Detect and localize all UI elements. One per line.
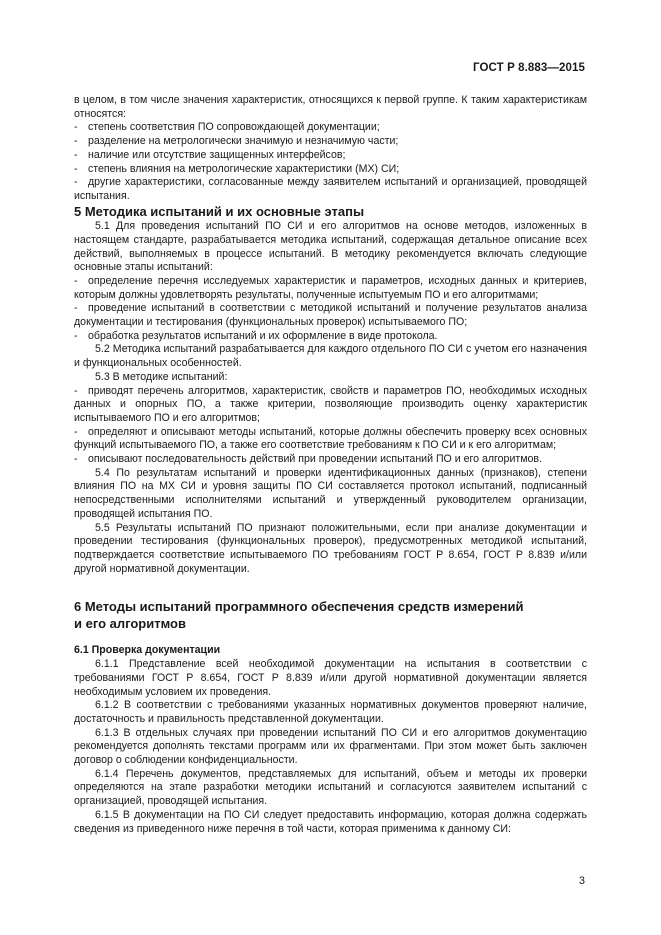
list-item: - обработка результатов испытаний и их оформление в виде протокола. — [74, 329, 438, 342]
list-item: - другие характеристики, согласованные между заявителем испытаний и организацией, проводящей испытания. — [74, 176, 587, 202]
document-id-header: ГОСТ Р 8.883—2015 — [473, 62, 585, 74]
list-item: - степень соответствия ПО сопровождающей документации; — [74, 121, 380, 134]
list-dash: - — [74, 453, 78, 466]
list-item: - степень влияния на метрологические характеристики (МХ) СИ; — [74, 162, 400, 175]
list-item: - наличие или отсутствие защищенных интерфейсов; — [74, 148, 346, 161]
list-item: - приводят перечень алгоритмов, характеристик, свойств и параметров ПО, необходимых исходных данных и опорных ПО, а также критерии, позволяющие производить оценку характеристик испытываемого ПО и его алгоритмов; — [74, 384, 587, 424]
paragraph-5-3: 5.3 В методике испытаний: — [95, 370, 228, 383]
list-dash: - — [74, 274, 78, 287]
paragraph-6-1-3: 6.1.3 В отдельных случаях при проведении испытаний ПО СИ и его алгоритмов документацию рекомендуется дополнять текстами программ или их фрагментами. При этом может быть заключен договор о соблюдении конфиденциальности. — [74, 726, 587, 767]
list-item: - проведение испытаний в соответствии с методикой испытаний и получение результатов анализа документации и тестирования (функциональных проверок) испытываемого ПО; — [74, 302, 587, 329]
paragraph-5-4: 5.4 По результатам испытаний и проверки идентификационных данных (признаков), степени влияния ПО на МХ СИ и уровня защиты ПО СИ составляется протокол испытаний, подписанный непосредственными исполнителями испытаний и утвержденный руководителем организации, проводящей испытания ПО. — [74, 466, 587, 520]
page-number: 3 — [578, 875, 585, 887]
list-dash: - — [74, 302, 78, 315]
list-dash: - — [74, 329, 78, 342]
section-6-heading — [74, 599, 587, 632]
paragraph-5-1: 5.1 Для проведения испытаний ПО СИ и его алгоритмов на основе методов, изложенных в настоящем стандарте, разрабатывается методика испытаний, содержащая детальное описание всех действий, выполняемых в процессе испытаний. В методику рекомендуется включать следующие основные этапы испытаний: — [74, 220, 587, 274]
list-item: - определение перечня исследуемых характеристик и параметров, исходных данных и критериев, которым должны удовлетворять результаты, полученные испытуемым ПО и его алгоритмами; — [74, 274, 587, 301]
paragraph-6-1-1: 6.1.1 Представление всей необходимой документации на испытания в соответствии с требованиями ГОСТ Р 8.654, ГОСТ Р 8.839 и/или другой нормативной документации является необходимым условием их проведения. — [74, 658, 587, 698]
list-dash: - — [74, 148, 78, 161]
paragraph-6-1-2: 6.1.2 В соответствии с требованиями указанных нормативных документов проверяют наличие, достаточность и правильность представленной документации. — [74, 699, 587, 725]
subsection-6-1-heading: 6.1 Проверка документации — [74, 644, 221, 657]
paragraph-6-1-5: 6.1.5 В документации на ПО СИ следует предоставить информацию, которая должна содержать сведения из приведенного ниже перечня в той части, которая применима к данному СИ: — [74, 808, 587, 835]
list-dash: - — [74, 176, 78, 189]
list-dash: - — [74, 121, 78, 134]
paragraph-5-2: 5.2 Методика испытаний разрабатывается для каждого отдельного ПО СИ с учетом его назначения и функциональных особенностей. — [74, 343, 587, 370]
section-6-heading-line-1: 6 Методы испытаний программного обеспечения средств измерений — [74, 599, 524, 615]
list-dash: - — [74, 425, 78, 438]
list-item: - описывают последовательность действий при проведении испытаний ПО и его алгоритмов. — [74, 453, 542, 466]
intro-paragraph: в целом, в том числе значения характеристик, относящихся к первой группе. К таким характеристикам относятся: — [74, 94, 587, 120]
list-dash: - — [74, 135, 78, 148]
paragraph-5-5: 5.5 Результаты испытаний ПО признают положительными, если при анализе документации и проведении тестирования (функциональных проверок), предусмотренных методикой испытаний, подтверждается соответствие испытываемого ПО требованиям ГОСТ Р 8.654, ГОСТ Р 8.839 и/или другой нормативной документации. — [74, 521, 587, 575]
list-dash: - — [74, 162, 78, 175]
list-item: - определяют и описывают методы испытаний, которые должны обеспечить проверку всех основных функций испытываемого ПО, а также его соответствие требованиям к ПО СИ и к его алгоритмам; — [74, 425, 587, 452]
page-body — [74, 94, 587, 836]
section-6-heading-line-2: и его алгоритмов — [74, 615, 186, 631]
paragraph-6-1-4: 6.1.4 Перечень документов, представляемых для испытаний, объем и методы их проверки определяются на этапе разработки методики испытаний и согласуются заявителем испытаний с организацией, проводящей испытания. — [74, 767, 587, 808]
list-item: - разделение на метрологически значимую и незначимую части; — [74, 135, 399, 148]
section-5-heading: 5 Методика испытаний и их основные этапы — [74, 203, 365, 219]
list-dash: - — [74, 384, 78, 397]
